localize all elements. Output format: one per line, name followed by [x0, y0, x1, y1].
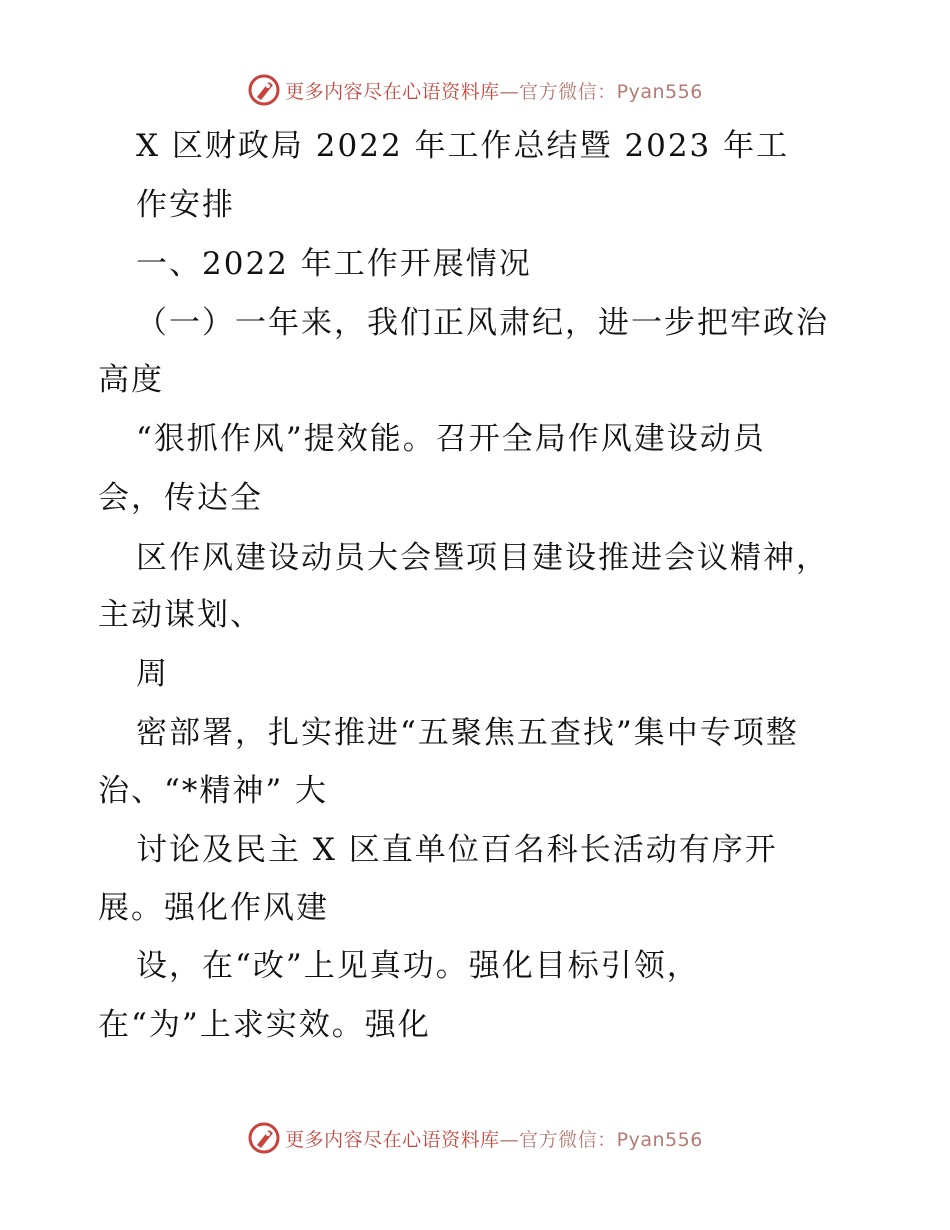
watermark-banner-top — [0, 70, 950, 110]
watermark-text: 更多内容尽在心语资料库—官方微信：Pyan556 — [285, 80, 703, 103]
paragraph-line: 密部署，扎实推进“五聚焦五查找”集中专项整 — [136, 715, 799, 751]
paragraph-line: 主动谋划、 — [98, 597, 263, 633]
watermark-text: 更多内容尽在心语资料库—官方微信：Pyan556 — [285, 1128, 703, 1151]
document-title-line-1: X 区财政局 2022 年工作总结暨 2023 年工 — [136, 128, 790, 164]
paragraph-line: “狠抓作风”提效能。召开全局作风建设动员 — [136, 421, 766, 457]
document-title-line-2: 作安排 — [136, 187, 235, 223]
paragraph-line: （一）一年来，我们正风肃纪，进一步把牢政治 — [136, 305, 829, 341]
paragraph-line: 在“为”上求实效。强化 — [98, 1007, 431, 1043]
paragraph-line: 会，传达全 — [98, 480, 263, 516]
watermark-banner-bottom — [0, 1118, 950, 1158]
paragraph-line: 区作风建设动员大会暨项目建设推进会议精神， — [136, 540, 829, 576]
pen-nib-logo-icon — [247, 73, 281, 107]
paragraph-line: 设，在“改”上见真功。强化目标引领， — [136, 948, 700, 984]
paragraph-line: 周 — [136, 656, 169, 692]
paragraph-line: 展。强化作风建 — [98, 890, 329, 926]
pen-nib-logo-icon — [247, 1121, 281, 1155]
paragraph-line: 高度 — [98, 362, 164, 398]
section-heading: 一、2022 年工作开展情况 — [136, 246, 532, 282]
paragraph-line: 治、“*精神” 大 — [98, 773, 329, 809]
paragraph-line: 讨论及民主 X 区直单位百名科长活动有序开 — [136, 832, 778, 868]
